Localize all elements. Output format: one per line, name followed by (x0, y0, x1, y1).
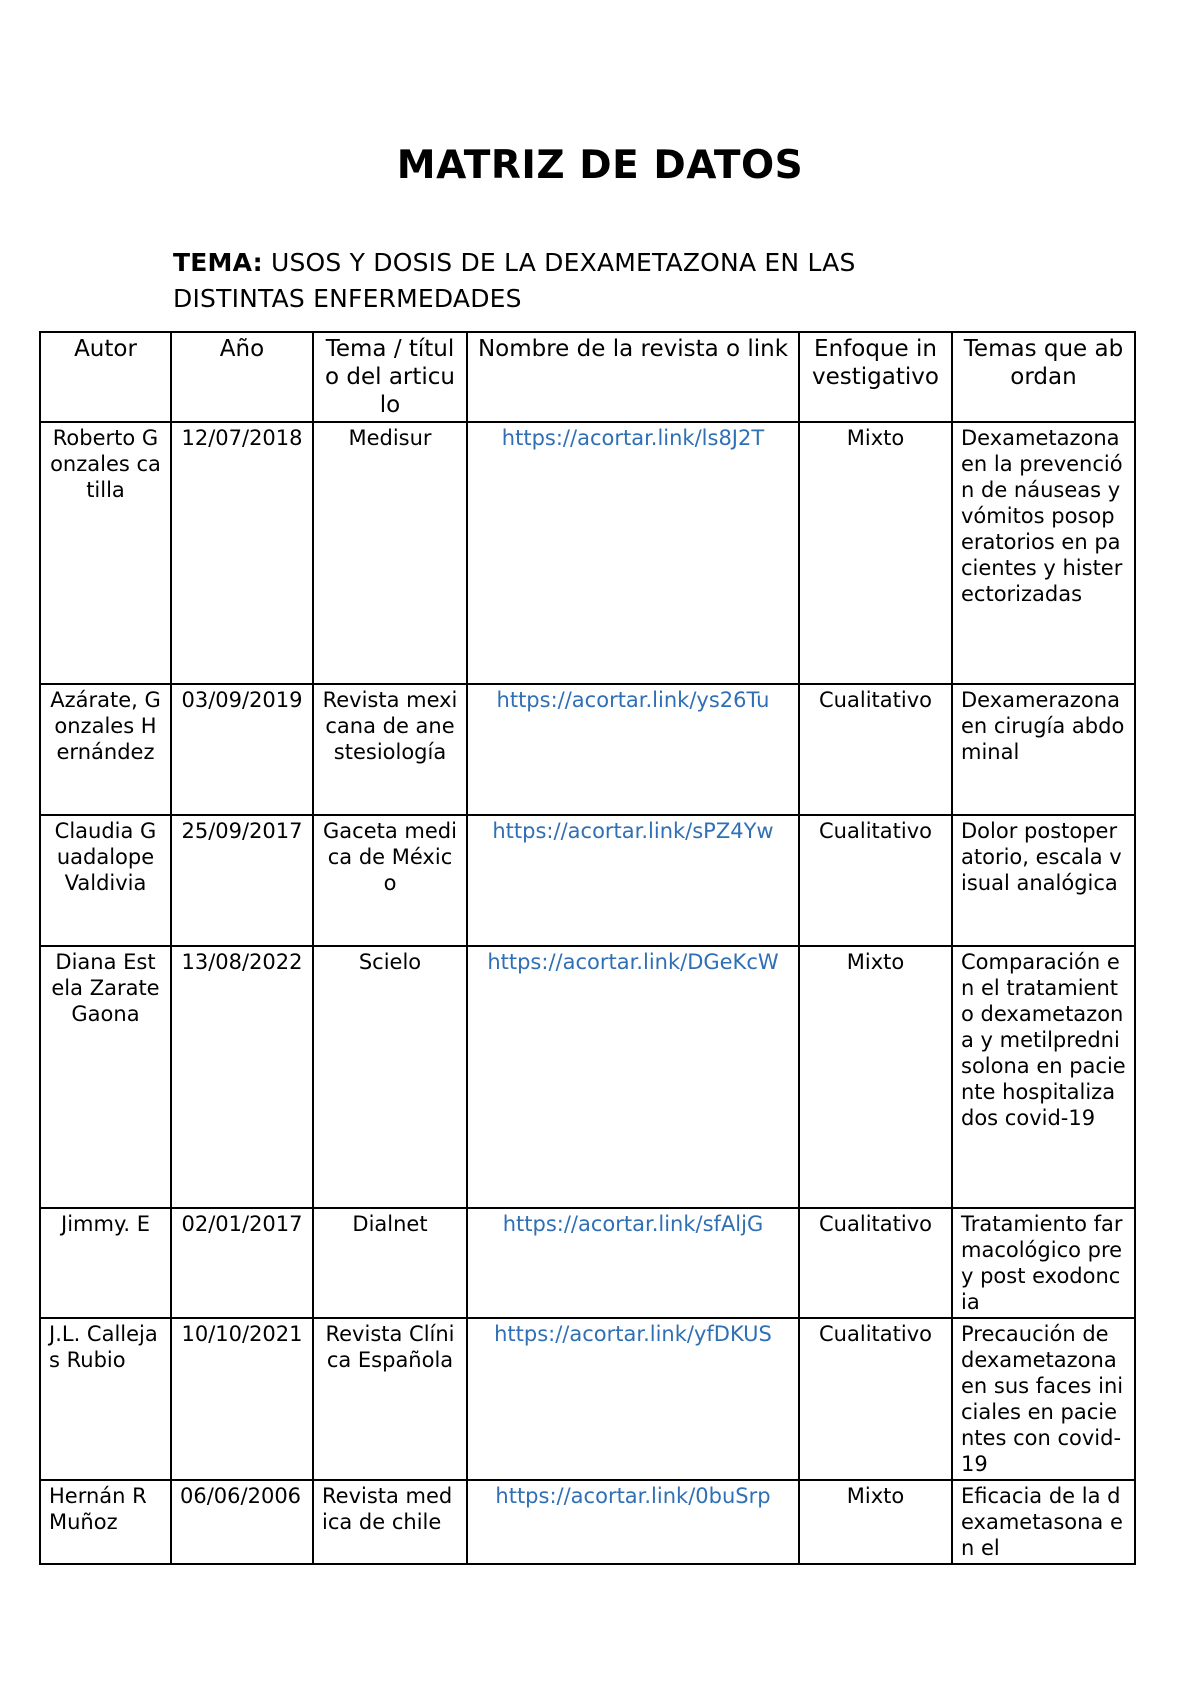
article-link[interactable]: https://acortar.link/sfAljG (502, 1212, 764, 1236)
cell-tema: Revista medica de chile (313, 1480, 467, 1564)
cell-tema: Medisur (313, 422, 467, 684)
article-link[interactable]: https://acortar.link/yfDKUS (494, 1322, 772, 1346)
article-link[interactable]: https://acortar.link/ls8J2T (501, 426, 765, 450)
header-autor: Autor (40, 332, 171, 422)
cell-link (467, 946, 799, 1208)
cell-tema: Scielo (313, 946, 467, 1208)
table-row (40, 422, 1135, 684)
cell-anio: 02/01/2017 (171, 1208, 313, 1318)
table-row (40, 1318, 1135, 1480)
cell-link (467, 815, 799, 946)
header-temas: Temas que abordan (952, 332, 1135, 422)
data-matrix-table (39, 331, 1136, 1565)
cell-temas: Dexamerazona en cirugía abdominal (952, 684, 1135, 815)
cell-tema: Gaceta medica de México (313, 815, 467, 946)
article-link[interactable]: https://acortar.link/sPZ4Yw (492, 819, 774, 843)
cell-enfoque: Cualitativo (799, 1318, 952, 1480)
cell-enfoque: Cualitativo (799, 815, 952, 946)
cell-enfoque: Mixto (799, 422, 952, 684)
topic-text: USOS Y DOSIS DE LA DEXAMETAZONA EN LAS DISTINTAS ENFERMEDADES (173, 248, 856, 313)
header-tema: Tema / título del articulo (313, 332, 467, 422)
cell-anio: 06/06/2006 (171, 1480, 313, 1564)
cell-autor: Jimmy. E (40, 1208, 171, 1318)
table-row (40, 946, 1135, 1208)
table-row (40, 815, 1135, 946)
cell-link (467, 1208, 799, 1318)
cell-autor: Claudia Guadalope Valdivia (40, 815, 171, 946)
topic-statement (173, 245, 973, 317)
cell-anio: 25/09/2017 (171, 815, 313, 946)
header-revista-link: Nombre de la revista o link (467, 332, 799, 422)
cell-autor: Diana Estela Zarate Gaona (40, 946, 171, 1208)
article-link[interactable]: https://acortar.link/DGeKcW (487, 950, 779, 974)
topic-label: TEMA: (173, 248, 263, 277)
cell-anio: 13/08/2022 (171, 946, 313, 1208)
cell-temas: Comparación en el tratamiento dexametazona y metilprednisolona en paciente hospitalizados covid-19 (952, 946, 1135, 1208)
cell-anio: 10/10/2021 (171, 1318, 313, 1480)
cell-enfoque: Mixto (799, 1480, 952, 1564)
cell-tema: Revista Clínica Española (313, 1318, 467, 1480)
cell-tema: Revista mexicana de anestesiología (313, 684, 467, 815)
cell-temas: Eficacia de la dexametasona en el (952, 1480, 1135, 1564)
cell-enfoque: Cualitativo (799, 1208, 952, 1318)
cell-tema: Dialnet (313, 1208, 467, 1318)
cell-link (467, 684, 799, 815)
table-row (40, 684, 1135, 815)
cell-temas: Dexametazona en la prevención de náuseas y vómitos posoperatorios en pacientes y histerectorizadas (952, 422, 1135, 684)
cell-anio: 03/09/2019 (171, 684, 313, 815)
cell-link (467, 422, 799, 684)
table-row (40, 1480, 1135, 1564)
cell-autor: Azárate, Gonzales Hernández (40, 684, 171, 815)
table-row (40, 1208, 1135, 1318)
cell-autor: J.L. Callejas Rubio (40, 1318, 171, 1480)
page-title: MATRIZ DE DATOS (396, 143, 804, 188)
header-anio: Año (171, 332, 313, 422)
cell-anio: 12/07/2018 (171, 422, 313, 684)
cell-temas: Dolor postoperatorio, escala visual analógica (952, 815, 1135, 946)
cell-enfoque: Cualitativo (799, 684, 952, 815)
cell-link (467, 1480, 799, 1564)
table-header-row (40, 332, 1135, 422)
header-enfoque: Enfoque investigativo (799, 332, 952, 422)
cell-autor: Hernán R Muñoz (40, 1480, 171, 1564)
article-link[interactable]: https://acortar.link/ys26Tu (496, 688, 770, 712)
cell-enfoque: Mixto (799, 946, 952, 1208)
cell-temas: Precaución de dexametazona en sus faces iniciales en pacientes con covid-19 (952, 1318, 1135, 1480)
cell-temas: Tratamiento farmacológico pre y post exodoncia (952, 1208, 1135, 1318)
cell-link (467, 1318, 799, 1480)
article-link[interactable]: https://acortar.link/0buSrp (495, 1484, 771, 1508)
cell-autor: Roberto Gonzales catilla (40, 422, 171, 684)
